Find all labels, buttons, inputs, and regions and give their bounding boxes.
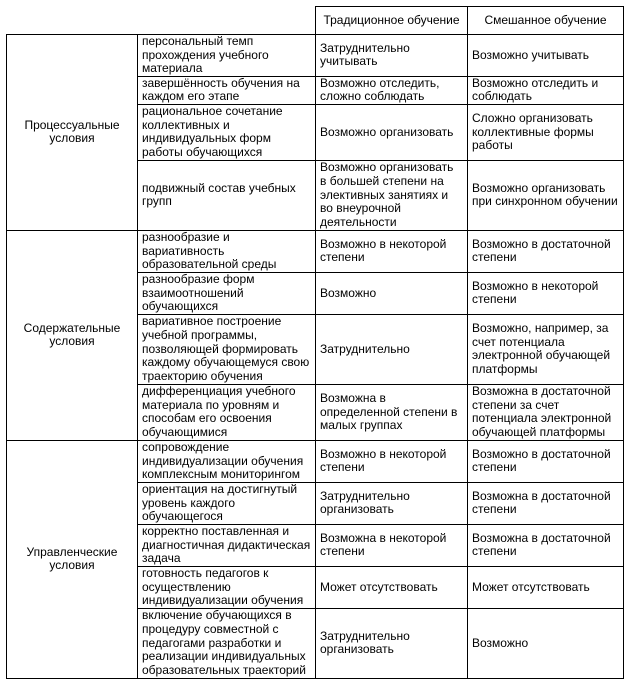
header-traditional: Традиционное обучение [316,7,468,35]
traditional-cell: Затруднительно организовать [316,608,468,678]
group-label: Управленческие условия [7,440,138,678]
blended-cell: Возможно в некоторой степени [468,272,624,314]
condition-cell: подвижный состав учебных групп [138,160,316,230]
condition-cell: персональный темп прохождения учебного материала [138,35,316,77]
blended-cell: Возможно [468,608,624,678]
condition-cell: рациональное сочетание коллективных и индивидуальных форм работы обучающихся [138,104,316,160]
traditional-cell: Возможно в некоторой степени [316,440,468,482]
condition-cell: разнообразие и вариативность образовательной среды [138,230,316,272]
blended-cell: Возможно учитывать [468,35,624,77]
blended-cell: Сложно организовать коллективные формы работы [468,104,624,160]
blended-cell: Может отсутствовать [468,566,624,608]
condition-cell: дифференциация учебного материала по уровням и способам его освоения обучающимися [138,384,316,440]
condition-cell: вариативное построение учебной программы, позволяющей формировать каждому обучающемуся свою траекторию обучения [138,314,316,384]
traditional-cell: Затруднительно организовать [316,482,468,524]
condition-cell: включение обучающихся в процедуру совместной с педагогами разработки и реализации индивидуальных образовательных траекторий [138,608,316,678]
comparison-table [6,6,624,679]
blended-cell: Возможно отследить и соблюдать [468,76,624,104]
traditional-cell: Возможна в определенной степени в малых группах [316,384,468,440]
empty-header-cell [138,7,316,35]
table-row [7,440,624,482]
blended-cell: Возможна в достаточной степени [468,482,624,524]
table-row [7,35,624,77]
condition-cell: сопровождение индивидуализации обучения комплексным мониторингом [138,440,316,482]
group-label: Содержательные условия [7,230,138,440]
condition-cell: завершённость обучения на каждом его этапе [138,76,316,104]
empty-header-cell [7,7,138,35]
condition-cell: корректно поставленная и диагностичная дидактическая задача [138,524,316,566]
traditional-cell: Возможно отследить, сложно соблюдать [316,76,468,104]
blended-cell: Возможна в достаточной степени за счет потенциала электронной обучающей платформы [468,384,624,440]
traditional-cell: Возможно в некоторой степени [316,230,468,272]
traditional-cell: Затруднительно учитывать [316,35,468,77]
header-blended: Смешанное обучение [468,7,624,35]
traditional-cell: Возможна в некоторой степени [316,524,468,566]
header-row [7,7,624,35]
traditional-cell: Может отсутствовать [316,566,468,608]
blended-cell: Возможно организовать при синхронном обучении [468,160,624,230]
blended-cell: Возможно, например, за счет потенциала электронной обучающей платформы [468,314,624,384]
blended-cell: Возможно в достаточной степени [468,230,624,272]
condition-cell: разнообразие форм взаимоотношений обучающихся [138,272,316,314]
blended-cell: Возможна в достаточной степени [468,524,624,566]
group-label: Процессуальные условия [7,35,138,231]
blended-cell: Возможно в достаточной степени [468,440,624,482]
traditional-cell: Возможно организовать [316,104,468,160]
traditional-cell: Возможно организовать в большей степени на элективных занятиях и во внеурочной деятельности [316,160,468,230]
traditional-cell: Затруднительно [316,314,468,384]
condition-cell: ориентация на достигнутый уровень каждого обучающегося [138,482,316,524]
table-row [7,230,624,272]
condition-cell: готовность педагогов к осуществлению индивидуализации обучения [138,566,316,608]
traditional-cell: Возможно [316,272,468,314]
